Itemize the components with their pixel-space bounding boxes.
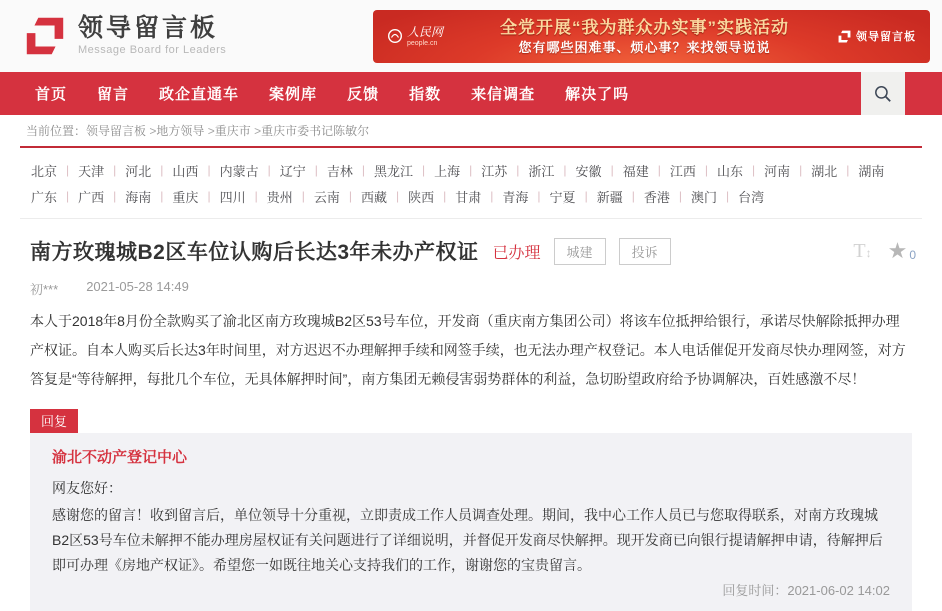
reply-time: [52, 580, 890, 599]
region-link[interactable]: 广东: [31, 189, 58, 205]
nav-item[interactable]: 指数: [409, 86, 442, 103]
banner-text: [473, 19, 816, 54]
breadcrumb: [20, 115, 922, 148]
region-item: [446, 187, 493, 206]
message-board-logo-icon: [22, 13, 68, 59]
post-tag[interactable]: 投诉: [619, 238, 671, 265]
region-link[interactable]: 澳门: [690, 189, 717, 205]
region-link[interactable]: 青海: [502, 189, 529, 205]
font-size-icon[interactable]: T↕: [853, 239, 872, 262]
site-logo[interactable]: [22, 13, 226, 59]
breadcrumb-segment[interactable]: 重庆市 >: [215, 122, 261, 139]
region-item: [211, 187, 258, 206]
region-link[interactable]: 内蒙古: [219, 163, 259, 179]
peoplecn-domain: people.cn: [407, 39, 438, 47]
post-author: 初***: [30, 282, 59, 297]
nav-item[interactable]: 案例库: [269, 86, 318, 103]
nav-item[interactable]: 反馈: [347, 86, 380, 103]
nav-item[interactable]: 首页: [35, 86, 68, 103]
campaign-banner[interactable]: [373, 10, 930, 63]
region-item: [661, 161, 708, 180]
post-tag[interactable]: 城建: [554, 238, 606, 265]
reply-greeting: 网友您好：: [52, 480, 122, 496]
region-link[interactable]: 香港: [643, 189, 670, 205]
region-item: [352, 187, 399, 206]
region-link[interactable]: 重庆: [172, 189, 199, 205]
banner-brand-logo: [816, 28, 916, 44]
site-subtitle: Message Board for Leaders: [78, 44, 227, 56]
breadcrumb-segment[interactable]: 领导留言板 >: [86, 122, 156, 139]
region-item: [399, 187, 446, 206]
site-header: [0, 0, 942, 72]
favorite-button[interactable]: [888, 240, 916, 262]
region-item: [588, 187, 635, 206]
banner-title: 全党开展“我为群众办实事”实践活动: [500, 17, 789, 37]
region-item: [614, 161, 661, 180]
region-link[interactable]: 湖南: [858, 163, 885, 179]
region-link[interactable]: 台湾: [738, 189, 765, 205]
region-item: [635, 187, 682, 206]
banner-brand-icon: [837, 29, 852, 44]
breadcrumb-segment[interactable]: 地方领导 >: [156, 122, 214, 139]
post-actions: [853, 240, 916, 263]
region-item: [708, 161, 755, 180]
region-item: [802, 161, 849, 180]
reply-time-value: 2021-06-02 14:02: [787, 583, 890, 598]
region-link[interactable]: 上海: [434, 163, 461, 179]
region-item: [69, 161, 116, 180]
region-item: [211, 161, 271, 180]
region-link[interactable]: 云南: [313, 189, 340, 205]
region-item: [472, 161, 519, 180]
region-link[interactable]: 广西: [78, 189, 105, 205]
region-item: [519, 161, 566, 180]
region-item: [163, 187, 210, 206]
region-link[interactable]: 北京: [31, 163, 58, 179]
region-row-1: [22, 157, 922, 183]
region-link[interactable]: 新疆: [596, 189, 623, 205]
region-item: [755, 161, 802, 180]
region-link[interactable]: 甘肃: [455, 189, 482, 205]
region-item: [493, 187, 540, 206]
peoplecn-name: 人民网: [407, 24, 444, 39]
region-item: [22, 187, 69, 206]
region-item: [163, 161, 210, 180]
post-date: 2021-05-28 14:49: [86, 279, 189, 294]
search-icon: [873, 84, 893, 104]
reply-box: [30, 433, 912, 611]
breadcrumb-label: 当前位置：: [26, 124, 87, 138]
nav-item[interactable]: 政企直通车: [159, 86, 240, 103]
peoplecn-logo: [387, 26, 473, 47]
region-link[interactable]: 江苏: [481, 163, 508, 179]
region-item: [729, 187, 773, 206]
banner-subtitle: 您有哪些困难事、烦心事？来找领导说说: [518, 39, 771, 55]
peoplecn-icon: [387, 28, 403, 44]
star-icon: ★: [887, 238, 908, 263]
region-link[interactable]: 四川: [219, 189, 246, 205]
region-link[interactable]: 湖北: [811, 163, 838, 179]
region-link[interactable]: 西藏: [360, 189, 387, 205]
region-item: [682, 187, 729, 206]
region-link[interactable]: 吉林: [326, 163, 353, 179]
region-item: [541, 187, 588, 206]
region-item: [567, 161, 614, 180]
region-link[interactable]: 天津: [78, 163, 105, 179]
region-link[interactable]: 浙江: [528, 163, 555, 179]
region-link[interactable]: 陕西: [408, 189, 435, 205]
region-item: [22, 161, 69, 180]
region-link[interactable]: 江西: [669, 163, 696, 179]
region-item: [425, 161, 472, 180]
reply-time-label: 回复时间：: [722, 583, 788, 598]
site-title: 领导留言板: [78, 14, 219, 42]
region-item: [271, 161, 318, 180]
region-link[interactable]: 海南: [125, 189, 152, 205]
region-link[interactable]: 山西: [172, 163, 199, 179]
region-item: [258, 187, 305, 206]
region-row-2: [22, 183, 922, 209]
search-button[interactable]: [861, 72, 905, 115]
nav-items: [20, 72, 644, 115]
region-item: [69, 187, 116, 206]
post-tags: [541, 238, 671, 265]
post-title: 南方玫瑰城B2区车位认购后长达3年未办产权证: [30, 241, 479, 264]
region-item: [318, 161, 365, 180]
region-item: [305, 187, 352, 206]
site-logo-text: [78, 16, 226, 56]
status-badge: 已办理: [492, 244, 541, 262]
nav-item[interactable]: 来信调查: [471, 86, 536, 103]
reply-tab: 回复: [30, 409, 78, 433]
post-title-row: [0, 219, 942, 266]
region-link[interactable]: 黑龙江: [373, 163, 413, 179]
nav-item[interactable]: 解决了吗: [565, 86, 630, 103]
favorite-count: 0: [909, 248, 916, 262]
reply-department: 渝北不动产登记中心: [52, 449, 188, 466]
region-link[interactable]: 山东: [716, 163, 743, 179]
region-item: [849, 161, 893, 180]
main-nav: [0, 72, 942, 115]
nav-item[interactable]: 留言: [97, 86, 130, 103]
region-item: [365, 161, 425, 180]
post-body: 本人于2018年8月份全款购买了渝北区南方玫瑰城B2区53号车位，开发商（重庆南方集团公司）将该车位抵押给银行，承诺尽快解除抵押办理产权证。自本人购买后长达3年时间里，对方迟迟不办理解押手续和网签手续，也无法办理产权登记。本人电话催促开发商尽快办理网签，对方答复是“等待解押，每批几个车位，无具体解押时间”，南方集团无赖侵害弱势群体的利益，急切盼望政府给予协调解决，百姓感激不尽！: [30, 313, 906, 387]
banner-brand-text: 领导留言板: [856, 31, 916, 43]
region-item: [116, 161, 163, 180]
region-link[interactable]: 河南: [764, 163, 791, 179]
region-item: [116, 187, 163, 206]
breadcrumb-segment[interactable]: 重庆市委书记陈敏尔: [261, 124, 370, 138]
region-link[interactable]: 河北: [125, 163, 152, 179]
region-link[interactable]: 宁夏: [549, 189, 576, 205]
post-meta: [0, 266, 942, 298]
breadcrumb-path: [86, 122, 369, 139]
region-link[interactable]: 安徽: [575, 163, 602, 179]
reply-body: 感谢您的留言！收到留言后，单位领导十分重视，立即责成工作人员调查处理。期间，我中心工作人员已与您取得联系，对南方玫瑰城B2区53号车位未解押不能办理房屋权证有关问题进行了详细说明，并督促开发商尽快解押。现开发商已向银行提请解押申请，待解押后即可办理《房地产权证》。希望您一如既往地关心支持我们的工作，谢谢您的宝贵留言。: [52, 507, 883, 573]
region-link[interactable]: 福建: [622, 163, 649, 179]
region-link[interactable]: 辽宁: [279, 163, 306, 179]
region-link[interactable]: 贵州: [266, 189, 293, 205]
region-nav: [20, 148, 922, 219]
